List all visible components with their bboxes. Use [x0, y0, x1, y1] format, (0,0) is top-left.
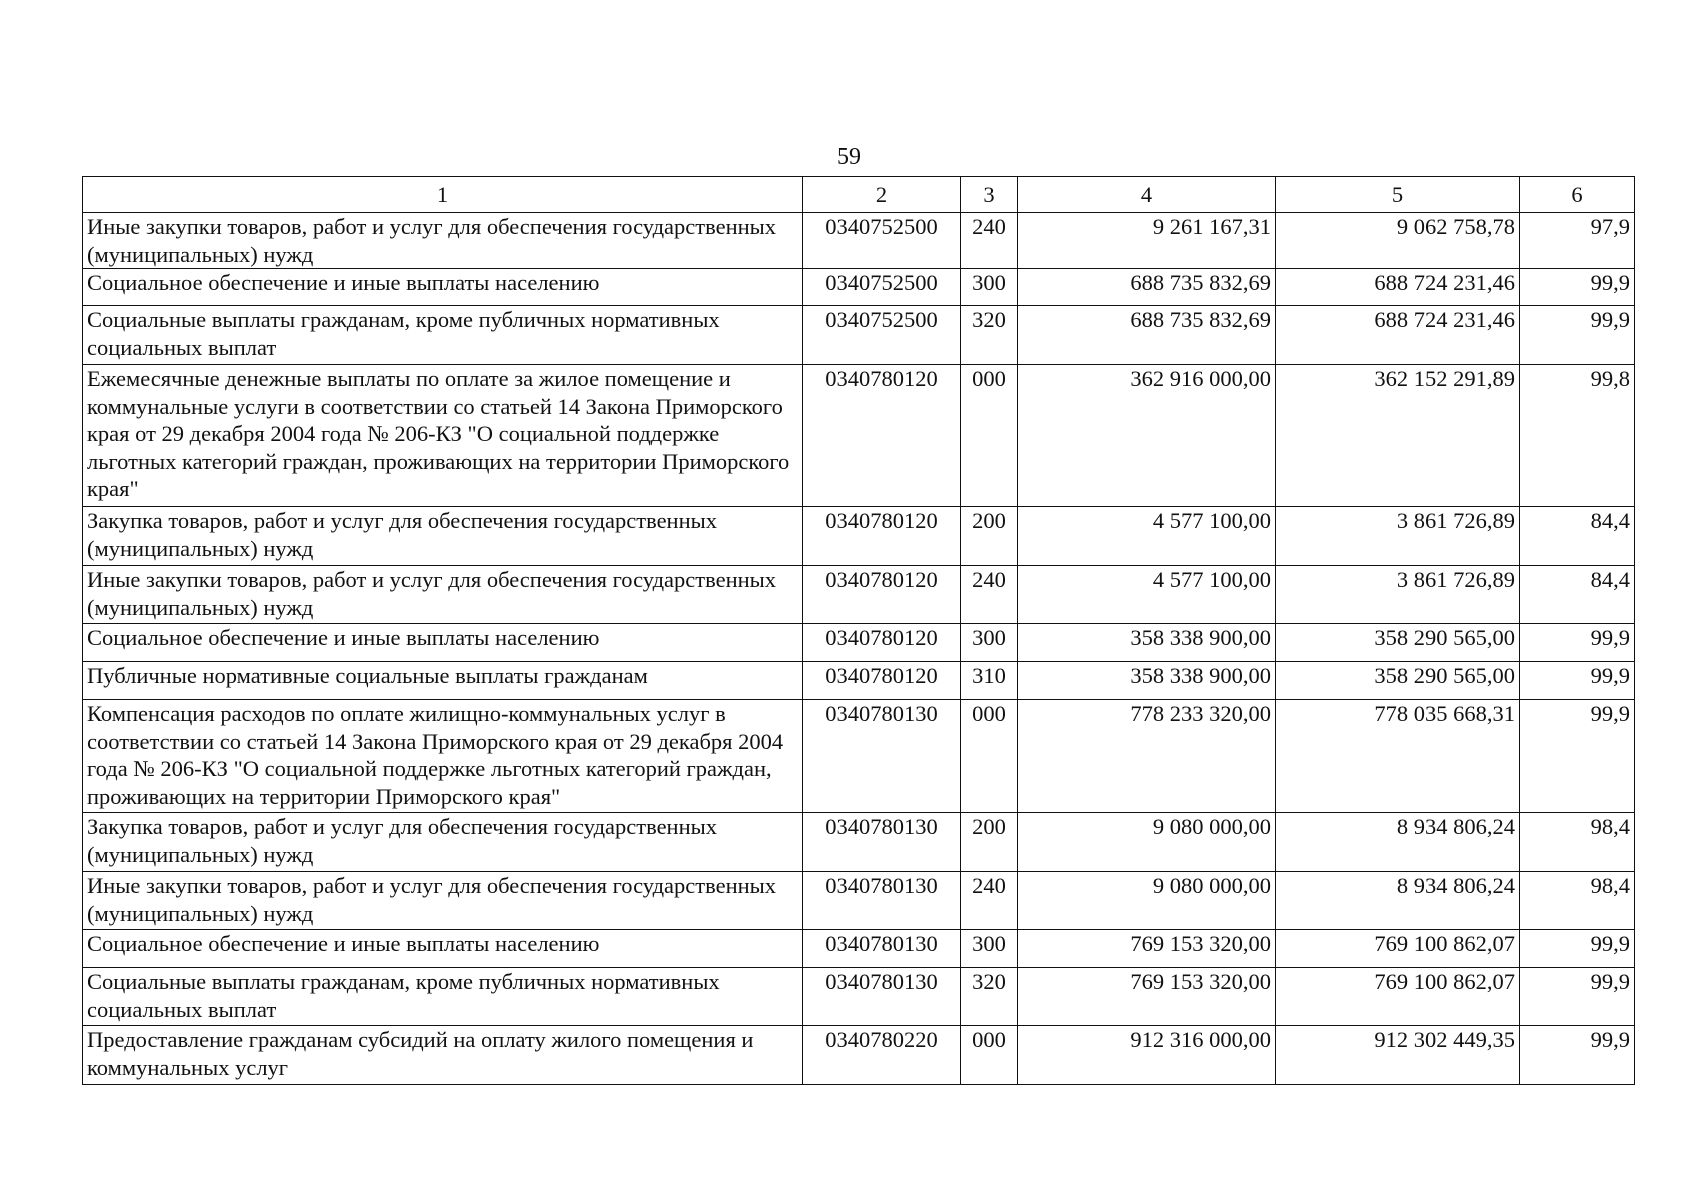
row-percent: 99,9 [1520, 968, 1635, 1026]
row-expense-type: 320 [961, 306, 1018, 365]
page-number: 59 [837, 144, 861, 170]
row-target-code: 0340780120 [803, 662, 961, 700]
row-percent: 98,4 [1520, 872, 1635, 930]
row-fact-amount: 769 100 862,07 [1276, 968, 1520, 1026]
header-col-1: 1 [83, 177, 803, 213]
row-percent: 97,9 [1520, 213, 1635, 269]
row-fact-amount: 9 062 758,78 [1276, 213, 1520, 269]
row-plan-amount: 9 261 167,31 [1018, 213, 1276, 269]
row-target-code: 0340780130 [803, 700, 961, 813]
row-name: Социальное обеспечение и иные выплаты населению [83, 269, 803, 306]
header-col-6: 6 [1520, 177, 1635, 213]
row-expense-type: 240 [961, 566, 1018, 624]
table-row [83, 507, 1635, 566]
table-row [83, 968, 1635, 1026]
row-percent: 98,4 [1520, 813, 1635, 872]
table-row [83, 269, 1635, 306]
table-row [83, 930, 1635, 968]
header-col-2: 2 [803, 177, 961, 213]
row-percent: 99,9 [1520, 306, 1635, 365]
row-name: Иные закупки товаров, работ и услуг для обеспечения государственных (муниципальных) нужд [83, 872, 803, 930]
row-plan-amount: 358 338 900,00 [1018, 662, 1276, 700]
table-row [83, 1026, 1635, 1085]
table-body [83, 213, 1635, 1085]
row-percent: 84,4 [1520, 507, 1635, 566]
row-fact-amount: 688 724 231,46 [1276, 306, 1520, 365]
row-fact-amount: 3 861 726,89 [1276, 566, 1520, 624]
row-expense-type: 320 [961, 968, 1018, 1026]
row-plan-amount: 688 735 832,69 [1018, 269, 1276, 306]
row-percent: 84,4 [1520, 566, 1635, 624]
row-expense-type: 240 [961, 872, 1018, 930]
row-expense-type: 300 [961, 624, 1018, 662]
row-expense-type: 240 [961, 213, 1018, 269]
row-expense-type: 000 [961, 700, 1018, 813]
row-expense-type: 310 [961, 662, 1018, 700]
row-name: Публичные нормативные социальные выплаты гражданам [83, 662, 803, 700]
row-fact-amount: 8 934 806,24 [1276, 813, 1520, 872]
row-expense-type: 300 [961, 930, 1018, 968]
row-plan-amount: 769 153 320,00 [1018, 930, 1276, 968]
row-target-code: 0340780130 [803, 813, 961, 872]
row-plan-amount: 778 233 320,00 [1018, 700, 1276, 813]
row-plan-amount: 362 916 000,00 [1018, 365, 1276, 507]
row-plan-amount: 358 338 900,00 [1018, 624, 1276, 662]
row-target-code: 0340780220 [803, 1026, 961, 1085]
table-header [83, 177, 1635, 213]
row-plan-amount: 4 577 100,00 [1018, 507, 1276, 566]
row-target-code: 0340780120 [803, 566, 961, 624]
row-target-code: 0340780120 [803, 365, 961, 507]
row-expense-type: 000 [961, 1026, 1018, 1085]
row-expense-type: 000 [961, 365, 1018, 507]
table-row [83, 813, 1635, 872]
row-fact-amount: 358 290 565,00 [1276, 624, 1520, 662]
row-target-code: 0340752500 [803, 213, 961, 269]
header-row [83, 177, 1635, 213]
header-col-5: 5 [1276, 177, 1520, 213]
row-name: Иные закупки товаров, работ и услуг для обеспечения государственных (муниципальных) нужд [83, 566, 803, 624]
row-name: Социальное обеспечение и иные выплаты населению [83, 930, 803, 968]
row-name: Компенсация расходов по оплате жилищно-коммунальных услуг в соответствии со статьей 14 Закона Приморского края от 29 декабря 2004 года № 206-КЗ "О социальной поддержке льготных категорий граждан, проживающих на территории Приморского края" [83, 700, 803, 813]
table-row [83, 662, 1635, 700]
table-row [83, 213, 1635, 269]
row-plan-amount: 912 316 000,00 [1018, 1026, 1276, 1085]
row-percent: 99,9 [1520, 1026, 1635, 1085]
table-row [83, 566, 1635, 624]
row-expense-type: 300 [961, 269, 1018, 306]
row-name: Закупка товаров, работ и услуг для обеспечения государственных (муниципальных) нужд [83, 507, 803, 566]
row-name: Закупка товаров, работ и услуг для обеспечения государственных (муниципальных) нужд [83, 813, 803, 872]
budget-table [82, 176, 1635, 1085]
row-target-code: 0340752500 [803, 269, 961, 306]
row-plan-amount: 688 735 832,69 [1018, 306, 1276, 365]
row-name: Предоставление гражданам субсидий на оплату жилого помещения и коммунальных услуг [83, 1026, 803, 1085]
row-target-code: 0340780130 [803, 968, 961, 1026]
row-target-code: 0340780120 [803, 507, 961, 566]
row-plan-amount: 4 577 100,00 [1018, 566, 1276, 624]
row-plan-amount: 769 153 320,00 [1018, 968, 1276, 1026]
row-name: Социальное обеспечение и иные выплаты населению [83, 624, 803, 662]
row-expense-type: 200 [961, 507, 1018, 566]
header-col-3: 3 [961, 177, 1018, 213]
row-fact-amount: 358 290 565,00 [1276, 662, 1520, 700]
row-target-code: 0340780130 [803, 930, 961, 968]
table-row [83, 365, 1635, 507]
row-fact-amount: 8 934 806,24 [1276, 872, 1520, 930]
row-percent: 99,9 [1520, 624, 1635, 662]
row-target-code: 0340752500 [803, 306, 961, 365]
row-fact-amount: 362 152 291,89 [1276, 365, 1520, 507]
row-target-code: 0340780130 [803, 872, 961, 930]
table-row [83, 700, 1635, 813]
table-row [83, 872, 1635, 930]
row-fact-amount: 778 035 668,31 [1276, 700, 1520, 813]
header-col-4: 4 [1018, 177, 1276, 213]
row-fact-amount: 769 100 862,07 [1276, 930, 1520, 968]
row-plan-amount: 9 080 000,00 [1018, 813, 1276, 872]
row-percent: 99,9 [1520, 662, 1635, 700]
row-name: Социальные выплаты гражданам, кроме публичных нормативных социальных выплат [83, 968, 803, 1026]
row-name: Иные закупки товаров, работ и услуг для обеспечения государственных (муниципальных) нужд [83, 213, 803, 269]
row-percent: 99,8 [1520, 365, 1635, 507]
row-fact-amount: 912 302 449,35 [1276, 1026, 1520, 1085]
table-row [83, 306, 1635, 365]
row-fact-amount: 3 861 726,89 [1276, 507, 1520, 566]
table-row [83, 624, 1635, 662]
row-target-code: 0340780120 [803, 624, 961, 662]
row-expense-type: 200 [961, 813, 1018, 872]
row-name: Ежемесячные денежные выплаты по оплате за жилое помещение и коммунальные услуги в соответствии со статьей 14 Закона Приморского края от 29 декабря 2004 года № 206-КЗ "О социальной поддержке льготных категорий граждан, проживающих на территории Приморского края" [83, 365, 803, 507]
row-percent: 99,9 [1520, 269, 1635, 306]
row-plan-amount: 9 080 000,00 [1018, 872, 1276, 930]
row-fact-amount: 688 724 231,46 [1276, 269, 1520, 306]
row-name: Социальные выплаты гражданам, кроме публичных нормативных социальных выплат [83, 306, 803, 365]
row-percent: 99,9 [1520, 930, 1635, 968]
row-percent: 99,9 [1520, 700, 1635, 813]
